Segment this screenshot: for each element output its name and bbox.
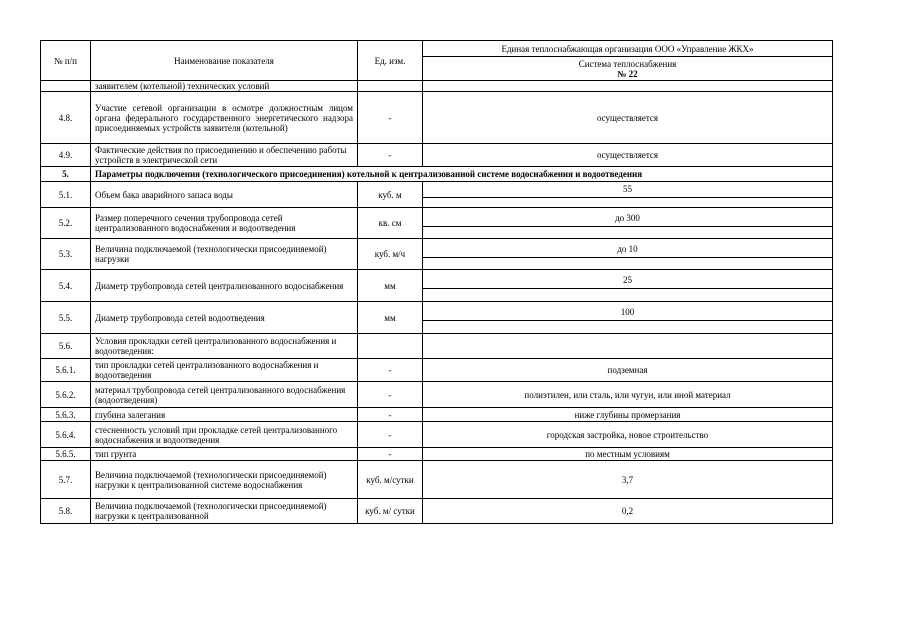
row-value: осуществляется <box>423 92 833 144</box>
row-unit: - <box>358 448 423 461</box>
row-name: стесненность условий при прокладке сетей централизованного водоснабжения и водоотведения <box>91 422 358 448</box>
row-name: глубина залегания <box>91 408 358 422</box>
row-value: 0,2 <box>423 499 833 524</box>
row-value: подземная <box>423 359 833 382</box>
row-unit: - <box>358 408 423 422</box>
row-value-cell <box>423 270 833 302</box>
row-name: Фактические действия по присоединению и обеспечению работы устройств в электрической сети <box>91 144 358 167</box>
row-num: 5.6.4. <box>41 422 91 448</box>
row-name: Условия прокладки сетей централизованного водоснабжения и водоотведения: <box>91 334 358 359</box>
row-num <box>41 81 91 92</box>
row-name: Объем бака аварийного запаса воды <box>91 182 358 208</box>
row-num: 5.7. <box>41 461 91 499</box>
row-value: 100 <box>423 305 832 321</box>
row-unit: куб. м/ч <box>358 239 423 270</box>
row-name: Величина подключаемой (технологически присоединяемой) нагрузки <box>91 239 358 270</box>
table-row <box>41 422 833 448</box>
table-row <box>41 382 833 408</box>
row-value: ниже глубины промерзания <box>423 408 833 422</box>
row-value-cell <box>423 239 833 270</box>
table-row <box>41 208 833 239</box>
row-value: до 300 <box>423 211 832 227</box>
row-unit: куб. м <box>358 182 423 208</box>
section-num: 5. <box>41 167 91 182</box>
row-num: 5.6.1. <box>41 359 91 382</box>
row-name: Размер поперечного сечения трубопровода сетей централизованного водоснабжения и водоотведения <box>91 208 358 239</box>
row-value <box>423 334 833 359</box>
row-value-cell <box>423 208 833 239</box>
row-unit: - <box>358 359 423 382</box>
table-row <box>41 408 833 422</box>
row-unit: мм <box>358 302 423 334</box>
table-row <box>41 81 833 92</box>
row-name: Диаметр трубопровода сетей централизованного водоснабжения <box>91 270 358 302</box>
header-system <box>423 57 833 81</box>
row-unit: куб. м/ сутки <box>358 499 423 524</box>
table-row <box>41 302 833 334</box>
header-name: Наименование показателя <box>91 41 358 81</box>
row-num: 5.6. <box>41 334 91 359</box>
row-name: Участие сетевой организации в осмотре должностным лицом органа федерального государственного энергетического надзора присоединяемых устройств заявителя (котельной) <box>91 92 358 144</box>
row-name: материал трубопровода сетей централизованного водоснабжения (водоотведения) <box>91 382 358 408</box>
row-value: 55 <box>423 182 832 198</box>
row-name: тип грунта <box>91 448 358 461</box>
row-unit <box>358 81 423 92</box>
row-unit: - <box>358 382 423 408</box>
header-org: Единая теплоснабжающая организация ООО «Управление ЖКХ» <box>423 41 833 57</box>
table-row <box>41 239 833 270</box>
parameters-table <box>40 40 833 524</box>
row-num: 4.9. <box>41 144 91 167</box>
table-row <box>41 499 833 524</box>
row-num: 5.6.5. <box>41 448 91 461</box>
table-row <box>41 334 833 359</box>
table-row <box>41 182 833 208</box>
row-unit: кв. см <box>358 208 423 239</box>
header-system-label: Система теплоснабжения <box>578 58 677 69</box>
table-row <box>41 448 833 461</box>
row-name: тип прокладки сетей централизованного водоснабжения и водоотведения <box>91 359 358 382</box>
row-num: 5.6.2. <box>41 382 91 408</box>
row-value: осуществляется <box>423 144 833 167</box>
row-unit: - <box>358 422 423 448</box>
row-num: 5.8. <box>41 499 91 524</box>
row-value <box>423 81 833 92</box>
row-unit: - <box>358 92 423 144</box>
table-row <box>41 461 833 499</box>
row-value: до 10 <box>423 242 832 258</box>
row-unit <box>358 334 423 359</box>
table-row <box>41 359 833 382</box>
row-num: 5.2. <box>41 208 91 239</box>
row-num: 5.6.3. <box>41 408 91 422</box>
row-name: Диаметр трубопровода сетей водоотведения <box>91 302 358 334</box>
row-num: 5.4. <box>41 270 91 302</box>
section-title: Параметры подключения (технологического присоединения) котельной к централизованной системе водоснабжения и водоотведения <box>91 167 833 182</box>
row-name: Величина подключаемой (технологически присоединяемой) нагрузки к централизованной системе водоснабжения <box>91 461 358 499</box>
row-unit: куб. м/сутки <box>358 461 423 499</box>
row-value: 25 <box>423 273 832 289</box>
row-name: Величина подключаемой (технологически присоединяемой) нагрузки к централизованной <box>91 499 358 524</box>
row-value: полиэтилен, или сталь, или чугун, или иной материал <box>423 382 833 408</box>
row-unit: - <box>358 144 423 167</box>
row-value: городская застройка, новое строительство <box>423 422 833 448</box>
table-row <box>41 92 833 144</box>
row-num: 4.8. <box>41 92 91 144</box>
row-value: по местным условиям <box>423 448 833 461</box>
row-num: 5.1. <box>41 182 91 208</box>
header-system-number: № 22 <box>617 68 638 79</box>
row-unit: мм <box>358 270 423 302</box>
row-value-cell <box>423 302 833 334</box>
section-row <box>41 167 833 182</box>
row-value: 3,7 <box>423 461 833 499</box>
header-unit: Ед. изм. <box>358 41 423 81</box>
row-name: заявителем (котельной) технических условий <box>91 81 358 92</box>
row-num: 5.5. <box>41 302 91 334</box>
header-num: № п/п <box>41 41 91 81</box>
row-num: 5.3. <box>41 239 91 270</box>
table-row <box>41 270 833 302</box>
row-value-cell <box>423 182 833 208</box>
table-row <box>41 144 833 167</box>
